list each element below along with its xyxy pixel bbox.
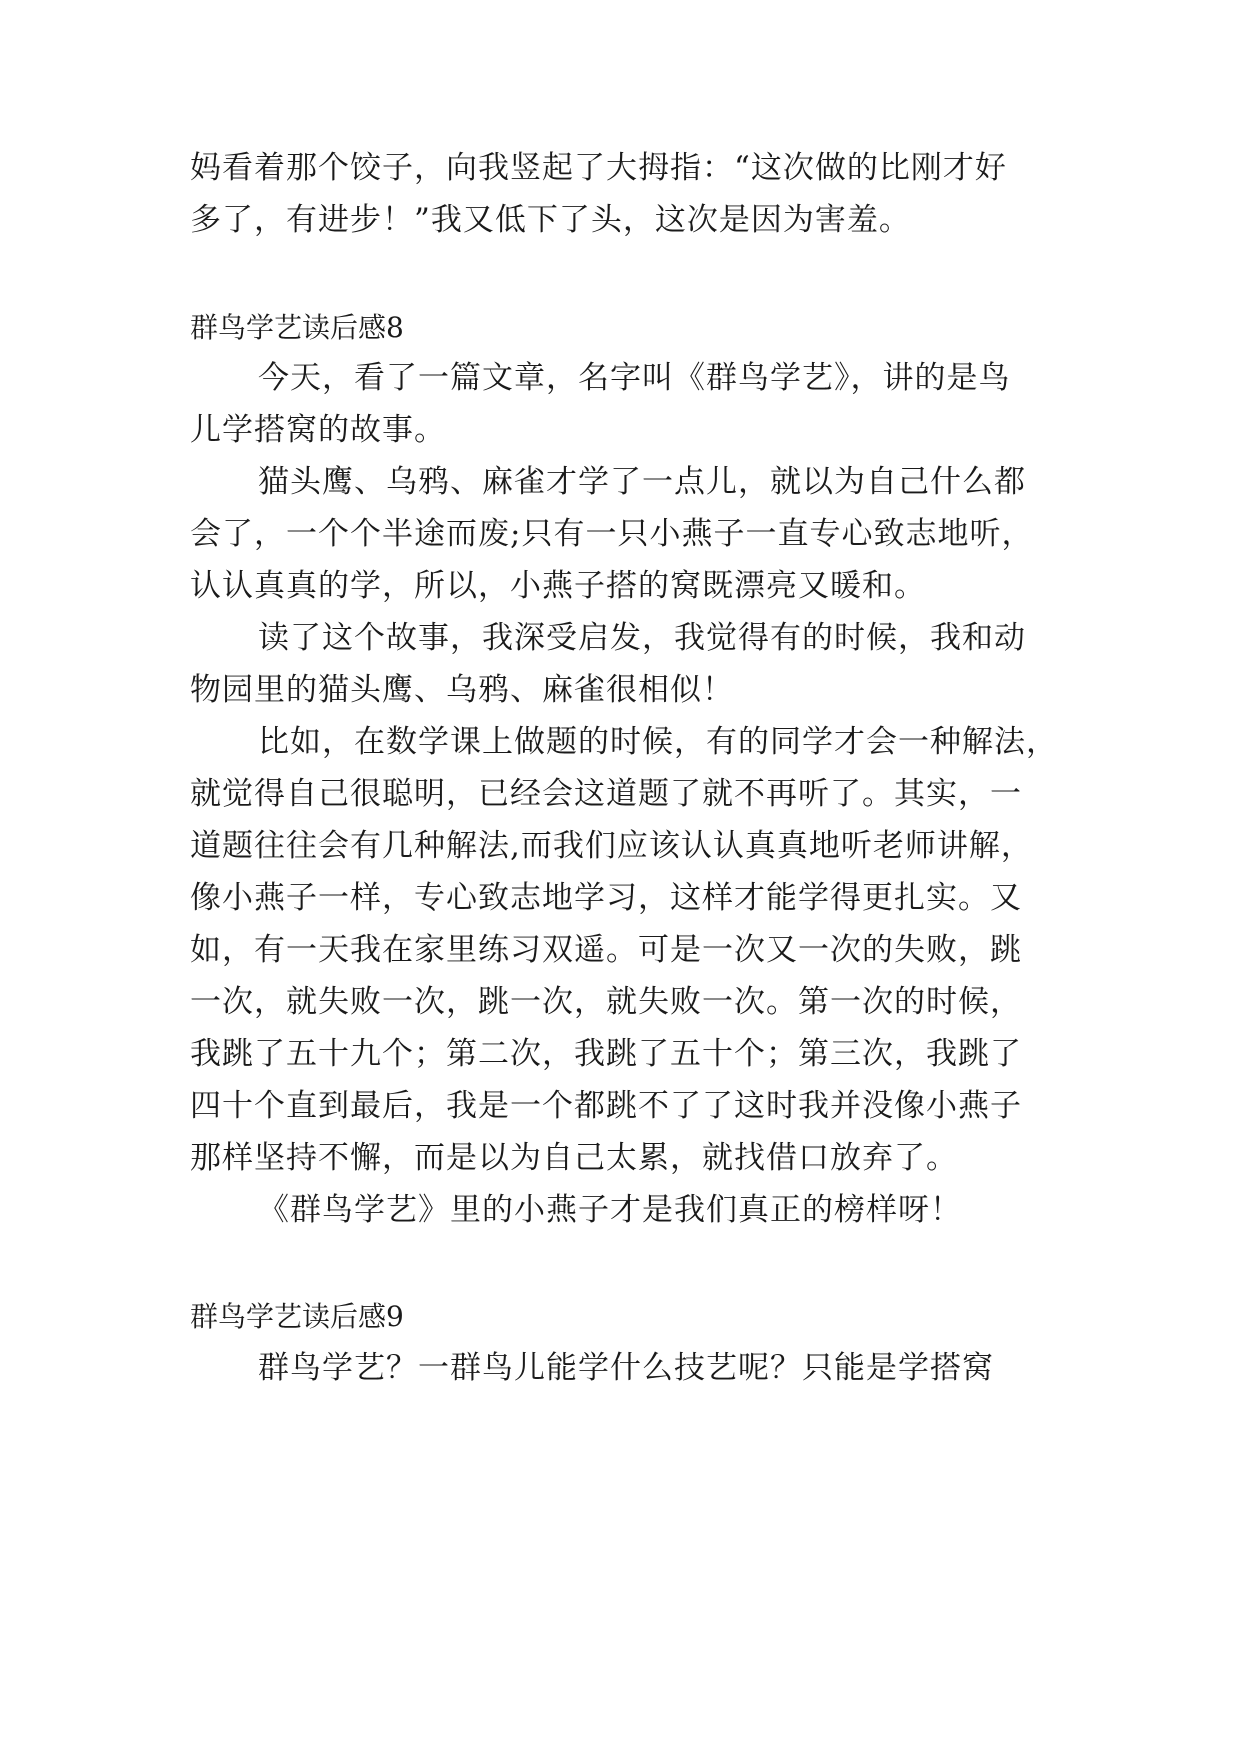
- paragraph-line: 群鸟学艺？一群鸟儿能学什么技艺呢？只能是学搭窝: [258, 1350, 994, 1386]
- paragraph-line: 认认真真的学，所以，小燕子搭的窝既漂亮又暖和。: [190, 568, 926, 604]
- paragraph-line: 猫头鹰、乌鸦、麻雀才学了一点儿，就以为自己什么都: [258, 464, 1026, 500]
- paragraph-line: 那样坚持不懈，而是以为自己太累，就找借口放弃了。: [190, 1140, 958, 1176]
- paragraph-line: 比如，在数学课上做题的时候，有的同学才会一种解法，: [258, 724, 1058, 760]
- paragraph-line: 就觉得自己很聪明，已经会这道题了就不再听了。其实，一: [190, 776, 1022, 812]
- paragraph-line: 儿学搭窝的故事。: [190, 412, 446, 448]
- paragraph-line: 《群鸟学艺》里的小燕子才是我们真正的榜样呀！: [258, 1192, 962, 1228]
- section-heading-8: 群鸟学艺读后感8: [190, 311, 404, 344]
- section-heading-9: 群鸟学艺读后感9: [190, 1300, 404, 1333]
- paragraph-line: 会了，一个个半途而废;只有一只小燕子一直专心致志地听，: [190, 516, 1034, 552]
- paragraph-line: 四十个直到最后，我是一个都跳不了了这时我并没像小燕子: [190, 1088, 1022, 1124]
- paragraph-line: 像小燕子一样，专心致志地学习，这样才能学得更扎实。又: [190, 880, 1022, 916]
- paragraph-line: 妈看着那个饺子，向我竖起了大拇指：“这次做的比刚才好: [190, 150, 1007, 186]
- paragraph-line: 我跳了五十九个；第二次，我跳了五十个；第三次，我跳了: [190, 1036, 1022, 1072]
- paragraph-line: 今天，看了一篇文章，名字叫《群鸟学艺》，讲的是鸟: [258, 360, 1011, 396]
- paragraph-line: 道题往往会有几种解法,而我们应该认认真真地听老师讲解，: [190, 828, 1033, 864]
- paragraph-line: 读了这个故事，我深受启发，我觉得有的时候，我和动: [258, 620, 1026, 656]
- paragraph-line: 多了，有进步！”我又低下了头，这次是因为害羞。: [190, 202, 911, 238]
- paragraph-line: 如，有一天我在家里练习双遥。可是一次又一次的失败，跳: [190, 932, 1022, 968]
- paragraph-line: 物园里的猫头鹰、乌鸦、麻雀很相似！: [190, 672, 734, 708]
- paragraph-line: 一次，就失败一次，跳一次，就失败一次。第一次的时候，: [190, 984, 1022, 1020]
